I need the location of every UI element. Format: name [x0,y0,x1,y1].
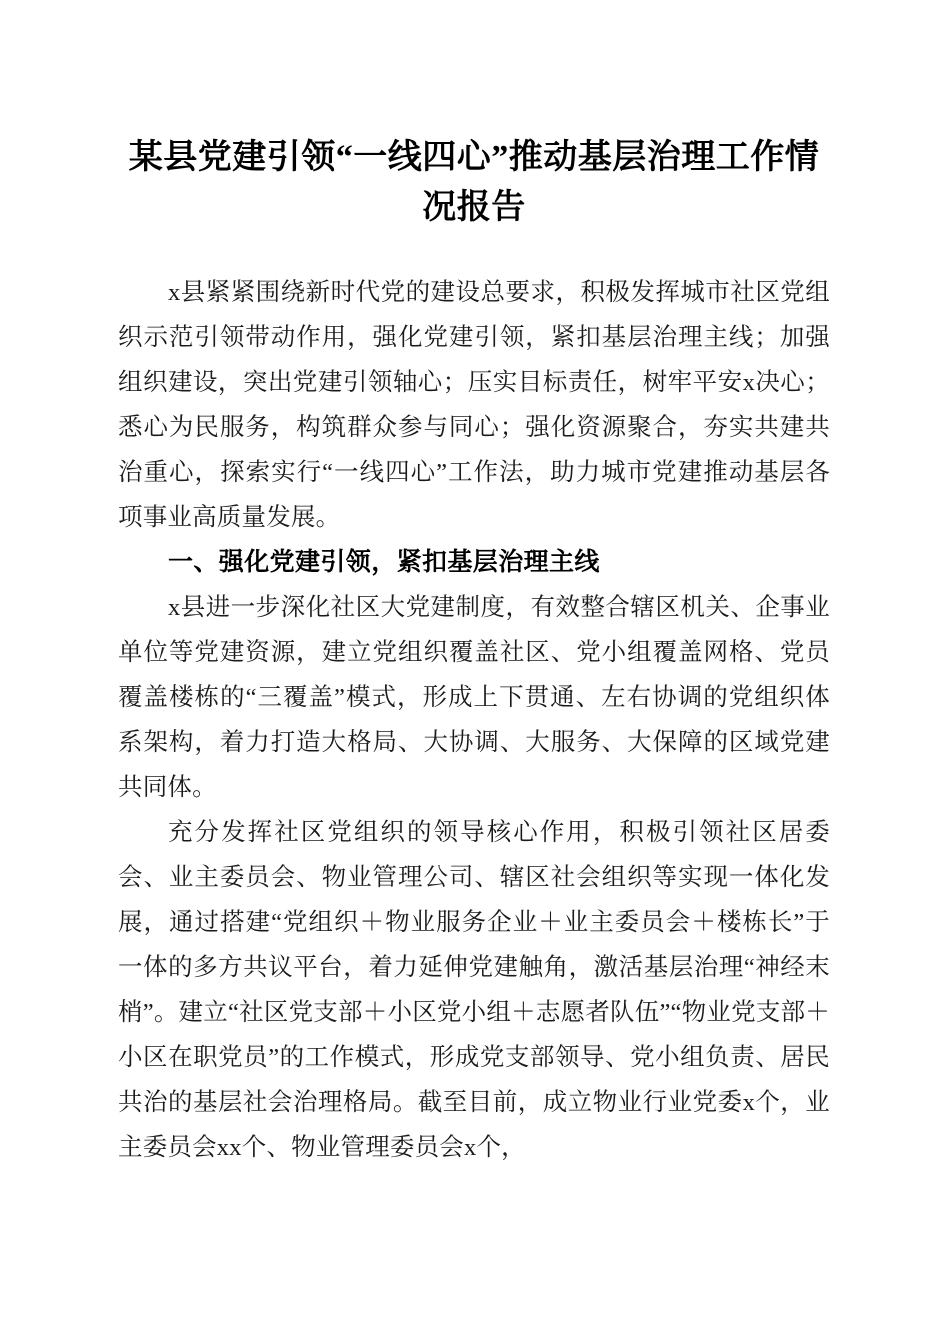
section-heading-1: 一、强化党建引领，紧扣基层治理主线 [168,548,600,576]
document-content [118,0,830,1170]
page-title: 某县党建引领“一线四心”推动基层治理工作情况报告 [128,139,820,226]
title-body-spacer [118,233,830,270]
paragraph-intro: x县紧紧围绕新时代党的建设总要求，积极发挥城市社区党组织示范引领带动作用，强化党建引领，紧扣基层治理主线；加强组织建设，突出党建引领轴心；压实目标责任，树牢平安x决心；悉心为民服务，构筑群众参与同心；强化资源聚合，夯实共建共治重心，探索实行“一线四心”工作法，助力城市党建推动基层各项事业高质量发展。 [118,279,830,531]
paragraph-body-2: 充分发挥社区党组织的领导核心作用，积极引领社区居委会、业主委员会、物业管理公司、辖区社会组织等实现一体化发展，通过搭建“党组织＋物业服务企业＋业主委员会＋楼栋长”于一体的多方共议平台，着力延伸党建触角，激活基层治理“神经末梢”。建立“社区党支部＋小区党小组＋志愿者队伍”“物业党支部＋小区在职党员”的工作模式，形成党支部领导、党小组负责、居民共治的基层社会治理格局。截至目前，成立物业行业党委x个，业主委员会xx个、物业管理委员会x个， [118,819,830,1161]
paragraph-body-1: x县进一步深化社区大党建制度，有效整合辖区机关、企事业单位等党建资源，建立党组织覆盖社区、党小组覆盖网格、党员覆盖楼栋的“三覆盖”模式，形成上下贯通、左右协调的党组织体系架构，着力打造大格局、大协调、大服务、大保障的区域党建共同体。 [118,594,830,801]
